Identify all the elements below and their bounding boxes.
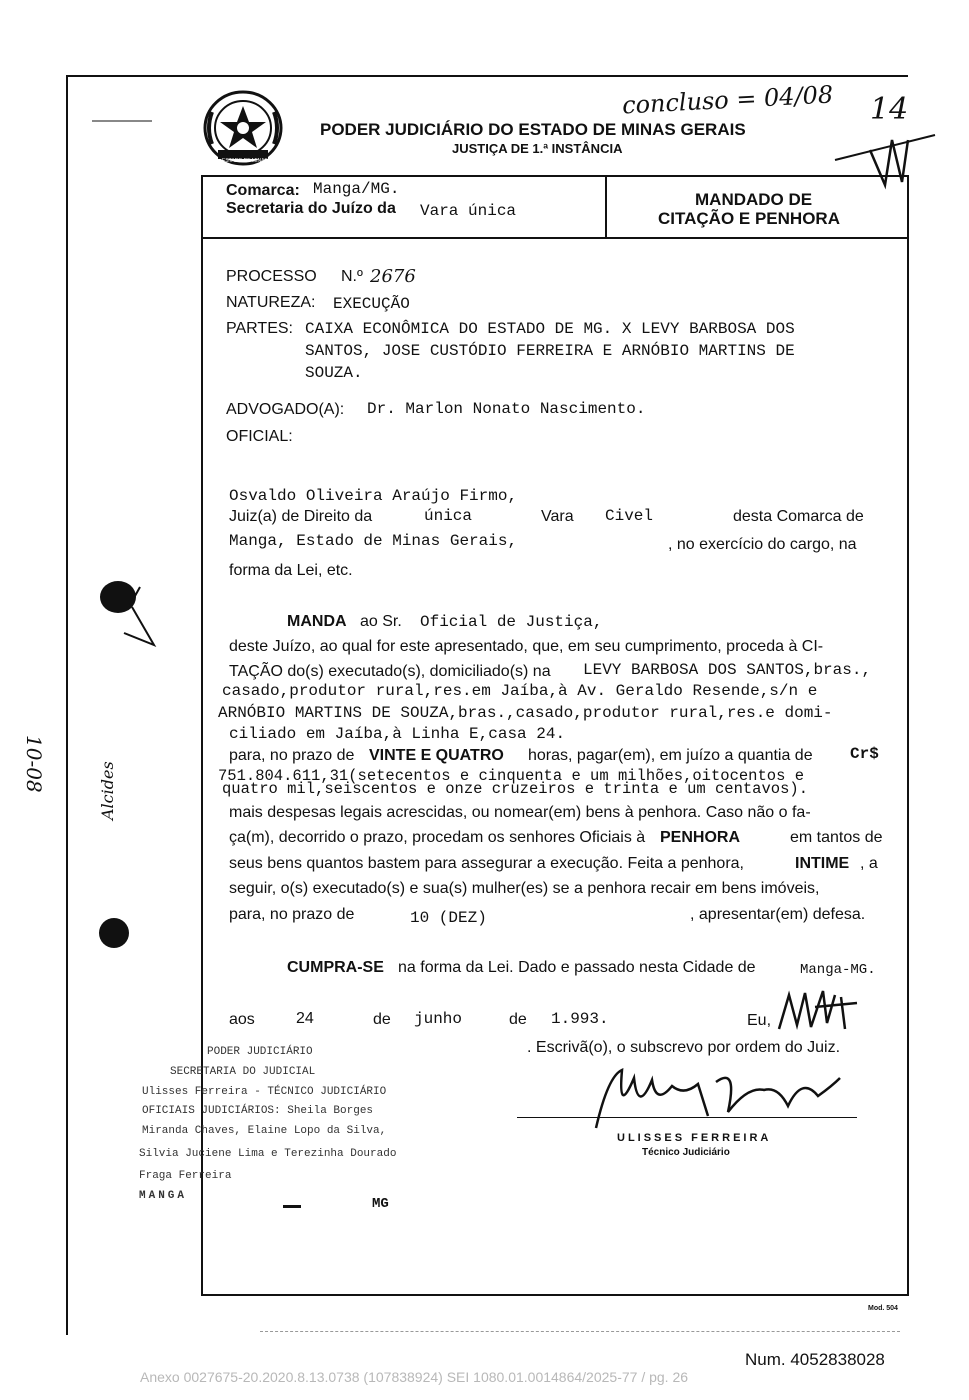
date-eu: Eu, xyxy=(747,1012,772,1029)
body-line10-post: , apresentar(em) defesa. xyxy=(690,906,866,923)
body-line7-bold: PENHORA xyxy=(660,829,741,846)
cumpra-bold: CUMPRA-SE xyxy=(287,959,384,976)
civel-value: Civel xyxy=(605,507,654,525)
stamp-line6: Silvia Juciene Lima e Terezinha Dourado xyxy=(139,1148,397,1160)
ink-blot-top-icon xyxy=(96,575,166,655)
comarca-city-value: Manga, Estado de Minas Gerais, xyxy=(229,532,518,550)
signer-role: Técnico Judiciário xyxy=(642,1147,730,1158)
manda-rest: ao Sr. xyxy=(360,613,402,630)
main-signature-icon xyxy=(588,1056,848,1136)
processo-value: 2676 xyxy=(370,266,416,287)
amount-line1: 751.804.611,31(setecentos e cinquenta e um milhões,oitocentos e xyxy=(218,767,804,785)
bottom-border xyxy=(201,1294,909,1296)
natureza-value: EXECUÇÃO xyxy=(333,295,410,313)
processo-label: PROCESSO xyxy=(226,268,317,285)
secretaria-value: Vara única xyxy=(420,202,517,220)
stamp-line1: PODER JUDICIÁRIO xyxy=(207,1046,313,1058)
annex-reference: Anexo 0027675-20.2020.8.13.0738 (107838924) SEI 1080.01.0014864/2025-77 / pg. 26 xyxy=(140,1369,689,1385)
date-year: 1.993. xyxy=(551,1010,609,1028)
natureza-label: NATUREZA: xyxy=(226,294,316,311)
body-line8-pre: seus bens quantos bastem para assegurar a execução. Feita a penhora, xyxy=(229,855,744,872)
body-line4: ARNÓBIO MARTINS DE SOUZA,bras.,casado,produtor rural,res.e domi- xyxy=(218,704,833,722)
stamp-line5: Miranda Chaves, Elaine Lopo da Silva, xyxy=(142,1125,387,1137)
amount-line2: quatro mil,seiscentos e onze cruzeiros e trinta e um centavos). xyxy=(222,780,808,798)
document-number: Num. 4052838028 xyxy=(745,1350,885,1369)
coat-of-arms-seal-icon xyxy=(200,88,289,168)
margin-date-note: 10-08 xyxy=(22,735,46,793)
advogado-value: Dr. Marlon Nonato Nascimento. xyxy=(367,400,646,418)
body-line9: seguir, o(s) executado(s) e sua(s) mulher(es) se a penhora recair em bens imóveis, xyxy=(229,880,820,897)
body-line10-pre: para, no prazo de xyxy=(229,906,355,923)
doc-type-line1: MANDADO DE xyxy=(695,190,813,209)
form-model: Mod. 504 xyxy=(868,1305,898,1312)
court-subtitle: JUSTIÇA DE 1.ª INSTÂNCIA xyxy=(452,141,623,156)
forma-text: forma da Lei, etc. xyxy=(229,562,353,579)
processo-no-label: N.º xyxy=(341,268,363,285)
body-line10-typed: 10 (DEZ) xyxy=(410,909,487,927)
advogado-label: ADVOGADO(A): xyxy=(226,401,345,418)
oficial-label: OFICIAL: xyxy=(226,428,293,445)
exercicio-text: , no exercício do cargo, na xyxy=(668,536,857,553)
date-aos: aos xyxy=(229,1011,255,1028)
date-de1: de xyxy=(373,1011,391,1028)
juiz-label: Juiz(a) de Direito da xyxy=(229,508,373,525)
doc-type-line2: CITAÇÃO E PENHORA xyxy=(658,209,840,228)
body-line2-pre: TAÇÃO do(s) executado(s), domiciliado(s) na xyxy=(229,663,551,680)
signature-line xyxy=(517,1117,857,1118)
stamp-line7: Fraga Ferreira xyxy=(139,1170,232,1182)
stamp-line3: Ulisses Ferreira - TÉCNICO JUDICIÁRIO xyxy=(142,1086,387,1098)
prazo-post: horas, pagar(em), em juízo a quantia de xyxy=(528,747,813,764)
currency: Cr$ xyxy=(850,745,879,763)
vara-value: única xyxy=(424,507,473,525)
body-line8-post: , a xyxy=(860,855,878,872)
judge-name: Osvaldo Oliveira Araújo Firmo, xyxy=(229,487,518,505)
partes-line3: SOUZA. xyxy=(305,364,363,382)
signer-name: ULISSES FERREIRA xyxy=(617,1132,772,1144)
partes-line2: SANTOS, JOSE CUSTÓDIO FERREIRA E ARNÓBIO MARTINS DE xyxy=(305,342,795,360)
stamp-line8b: MG xyxy=(372,1196,389,1212)
margin-signature: Alcides xyxy=(98,761,117,820)
cumpra-rest: na forma da Lei. Dado e passado nesta Cidade de xyxy=(398,959,756,976)
manda-label: MANDA xyxy=(287,613,347,630)
stamp-line8: MANGA xyxy=(139,1190,188,1202)
date-de2: de xyxy=(509,1011,527,1028)
secretaria-label: Secretaria do Juízo da xyxy=(226,200,396,217)
stamp-line4: OFICIAIS JUDICIÁRIOS: Sheila Borges xyxy=(142,1105,374,1117)
stamp-dash xyxy=(283,1205,301,1208)
handwritten-page-mark: 14 xyxy=(870,92,909,127)
ink-blot-bottom-icon xyxy=(96,915,136,955)
comarca-de-label: desta Comarca de xyxy=(733,508,864,525)
body-line2-typed: LEVY BARBOSA DOS SANTOS,bras., xyxy=(583,661,872,679)
body-line7-post: em tantos de xyxy=(790,829,883,846)
body-line6: mais despesas legais acrescidas, ou nomear(em) bens à penhora. Caso não o fa- xyxy=(229,804,811,821)
date-day: 24 xyxy=(296,1010,314,1027)
partes-line1: CAIXA ECONÔMICA DO ESTADO DE MG. X LEVY BARBOSA DOS xyxy=(305,320,795,338)
vara-label: Vara xyxy=(541,508,574,525)
right-border xyxy=(907,175,909,1295)
prazo-bold: VINTE E QUATRO xyxy=(369,747,504,764)
comarca-label: Comarca: xyxy=(226,182,300,199)
court-title: PODER JUDICIÁRIO DO ESTADO DE MINAS GERAIS xyxy=(320,120,746,139)
body-line3: casado,produtor rural,res.em Jaíba,à Av. Geraldo Resende,s/n e xyxy=(222,682,818,700)
header-box-divider xyxy=(605,177,607,237)
escriva-text: . Escrivã(o), o subscrevo por ordem do Juiz. xyxy=(527,1039,841,1056)
body-line5: ciliado em Jaíba,à Linha E,casa 24. xyxy=(229,725,566,743)
cumpra-city: Manga-MG. xyxy=(800,962,876,978)
seal-text: ESTADO DE MINAS GERAIS xyxy=(222,158,289,164)
partes-label: PARTES: xyxy=(226,320,293,337)
body-line7-pre: ça(m), decorrido o prazo, procedam os senhores Oficiais à xyxy=(229,829,646,846)
body-line8-bold: INTIME xyxy=(795,855,850,872)
prazo-pre: para, no prazo de xyxy=(229,747,355,764)
escriva-signature-icon xyxy=(775,985,865,1035)
handwritten-concluso-note: concluso = 04/08 xyxy=(621,80,834,120)
body-line1: deste Juízo, ao qual for este apresentado, que, em seu cumprimento, proceda à CI- xyxy=(229,638,824,655)
comarca-value: Manga/MG. xyxy=(313,180,400,198)
stamp-line2: SECRETARIA DO JUDICIAL xyxy=(170,1066,316,1078)
bottom-scan-dashes xyxy=(260,1331,900,1333)
left-border xyxy=(66,75,68,1335)
scan-mark xyxy=(92,120,152,122)
top-border xyxy=(66,75,908,77)
manda-value: Oficial de Justiça, xyxy=(420,613,603,631)
date-month: junho xyxy=(414,1010,463,1028)
